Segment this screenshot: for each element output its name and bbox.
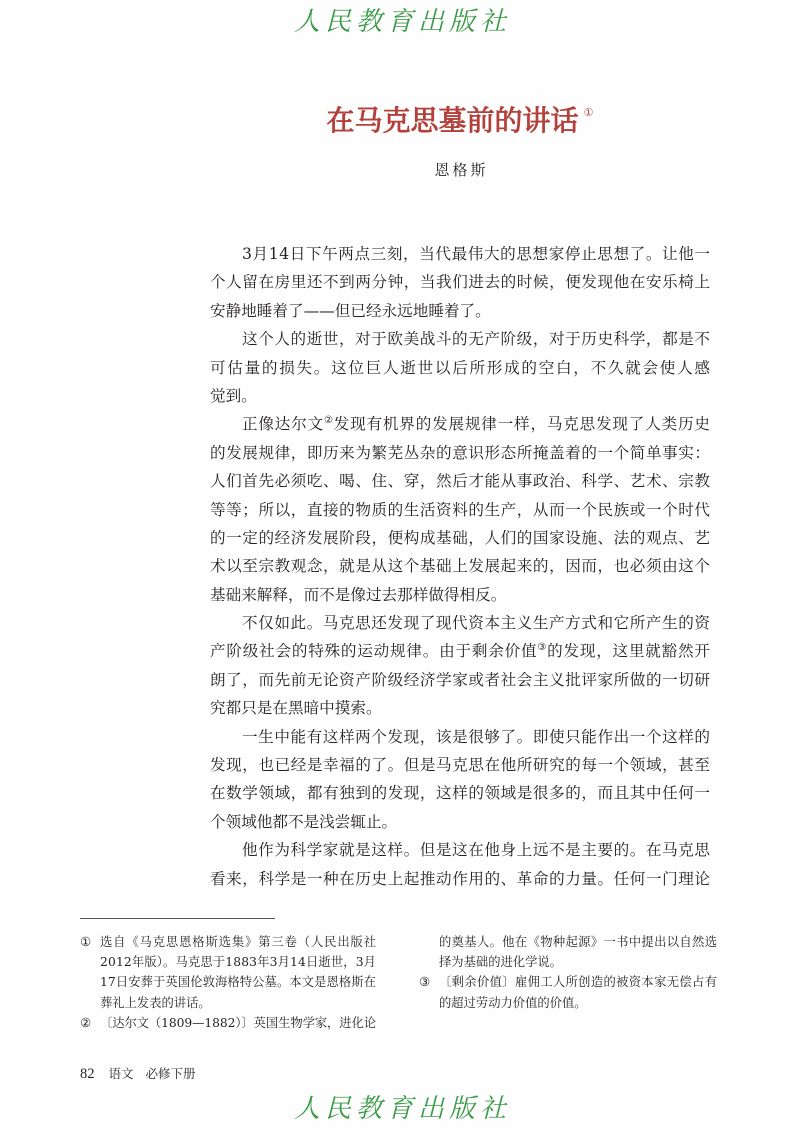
text-line-content: 个人留在房里还不到两分钟，当我们进去的时候，便发现他在安乐椅上 <box>210 273 711 292</box>
text-line <box>210 524 710 552</box>
footnote-text: 的奠基人。他在《物种起源》一书中提出以自然选 <box>439 935 718 949</box>
text-line-content: 看来，科学是一种在历史上起推动作用的、革命的力量。任何一门理论 <box>210 869 711 888</box>
footnote-mark: ③ <box>419 975 431 990</box>
footnote-column-left <box>80 932 376 1033</box>
book-subject: 语文 <box>108 1066 134 1081</box>
text-line-content: 一生中能有这样两个发现，该是很够了。即使只能作出一个这样的 <box>242 727 711 746</box>
footnote-text: 选自《马克思恩格斯选集》第三卷（人民出版社 <box>100 935 377 949</box>
footnote-line <box>419 952 717 972</box>
text-line-content: 正像达尔文②发现有机界的发展规律一样，马克思发现了人类历史 <box>242 415 711 434</box>
text-line <box>210 552 710 580</box>
text-line <box>210 382 710 410</box>
publisher-logo-bottom: 人民教育出版社 <box>293 1094 511 1124</box>
text-line-content: 个领域他都不是浅尝辄止。 <box>210 812 398 831</box>
text-line <box>210 808 710 836</box>
title-footnote-ref: ① <box>583 106 594 119</box>
text-line <box>210 325 710 353</box>
footnote-text: 2012年版）。马克思于1883年3月14日逝世，3月 <box>100 955 377 970</box>
author-name: 恩格斯 <box>434 161 489 179</box>
footnote-mark: ② <box>80 1015 92 1030</box>
footnote-line <box>80 932 376 952</box>
text-line-content: 术以至宗教观念，就是从这个基础上发展起来的，因而，也必须由这个 <box>210 557 711 576</box>
paragraph <box>210 609 710 723</box>
footnote-text: 〔剩余价值〕雇佣工人所创造的被资本家无偿占有 <box>439 975 718 990</box>
footnote-ref: ② <box>323 415 334 427</box>
text-line-content: 基础来解释，而不是像过去那样做得相反。 <box>210 585 507 604</box>
text-line-content: 不仅如此。马克思还发现了现代资本主义生产方式和它所产生的资 <box>242 614 711 633</box>
text-line <box>210 836 710 864</box>
text-line <box>210 666 710 694</box>
footnote-line <box>80 972 376 992</box>
text-line-content: 发现，也已经是幸福的了。但是马克思在他所研究的每一个领域，甚至 <box>210 756 711 775</box>
footnote-text: 的超过劳动力价值的价值。 <box>439 995 587 1010</box>
footnote-line <box>80 1013 376 1033</box>
text-line <box>210 354 710 382</box>
text-line <box>210 496 710 524</box>
footnote-text: 葬礼上发表的讲话。 <box>100 995 211 1010</box>
text-line-content: 他作为科学家就是这样。但是这在他身上远不是主要的。在马克思 <box>242 841 711 860</box>
footnote-line <box>419 972 717 992</box>
footnote-ref: ③ <box>537 642 548 654</box>
text-line-content: 等等；所以，直接的物质的生活资料的生产，从而一个民族或一个时代 <box>210 500 711 519</box>
footnote-line <box>80 952 376 972</box>
footnote-line <box>419 993 717 1013</box>
paragraph <box>210 410 710 609</box>
text-line <box>210 694 710 722</box>
text-line <box>210 609 710 637</box>
footnote-text: 〔达尔文（1809—1882）〕英国生物学家，进化论 <box>100 1015 376 1030</box>
article-title-text: 在马克思墓前的讲话 <box>326 104 579 137</box>
text-line-content: 安静地睡着了——但已经永远地睡着了。 <box>210 301 491 320</box>
footnote-line <box>419 932 717 952</box>
footnote-divider <box>80 918 275 919</box>
text-line <box>210 637 710 665</box>
page-number: 82 <box>80 1066 95 1082</box>
paragraph <box>210 240 710 325</box>
page-footer <box>80 1063 196 1084</box>
text-line <box>210 240 710 268</box>
footnote-column-right <box>419 932 717 1013</box>
text-line <box>210 751 710 779</box>
text-line-content: 可估量的损失。这位巨人逝世以后所形成的空白，不久就会使人感 <box>210 358 712 377</box>
footnote-mark: ① <box>80 935 92 949</box>
text-line-content: 究都只是在黑暗中摸索。 <box>210 699 382 718</box>
text-line-content: 的发展规律，即历来为繁芜丛杂的意识形态所掩盖着的一个简单事实： <box>210 443 711 462</box>
paragraph <box>210 325 710 410</box>
footnote-text: 17日安葬于英国伦敦海格特公墓。本文是恩格斯在 <box>100 975 377 990</box>
text-line <box>210 779 710 807</box>
text-line <box>210 467 710 495</box>
text-line-content: 产阶级社会的特殊的运动规律。由于剩余价值③的发现，这里就豁然开 <box>210 642 711 661</box>
text-line <box>210 439 710 467</box>
text-line-content: 3月14日下午两点三刻，当代最伟大的思想家停止思想了。让他一 <box>242 245 711 263</box>
text-line <box>210 723 710 751</box>
text-line-content: 觉到。 <box>210 386 257 405</box>
text-line <box>210 297 710 325</box>
article-title <box>210 100 710 142</box>
text-line-content: 人们首先必须吃、喝、住、穿，然后才能从事政治、科学、艺术、宗教 <box>210 472 711 491</box>
publisher-logo-top: 人民教育出版社 <box>293 7 511 37</box>
article-body <box>210 240 710 893</box>
text-line-content: 朗了，而先前无论资产阶级经济学家或者社会主义批评家所做的一切研 <box>210 670 711 689</box>
text-line <box>210 581 710 609</box>
book-volume: 必修下册 <box>145 1066 196 1081</box>
text-line-content: 在数学领域，都有独到的发现，这样的领域是很多的，而且其中任何一 <box>210 784 711 803</box>
paragraph <box>210 723 710 837</box>
text-line <box>210 865 710 893</box>
text-line-content: 的一定的经济发展阶段，便构成基础，人们的国家设施、法的观点、艺 <box>210 528 711 547</box>
footnote-text: 择为基础的进化学说。 <box>439 955 562 970</box>
text-line <box>210 410 710 438</box>
text-line-content: 这个人的逝世，对于欧美战斗的无产阶级，对于历史科学，都是不 <box>242 330 711 349</box>
text-line <box>210 268 710 296</box>
footnote-line <box>80 993 376 1013</box>
paragraph <box>210 836 710 893</box>
